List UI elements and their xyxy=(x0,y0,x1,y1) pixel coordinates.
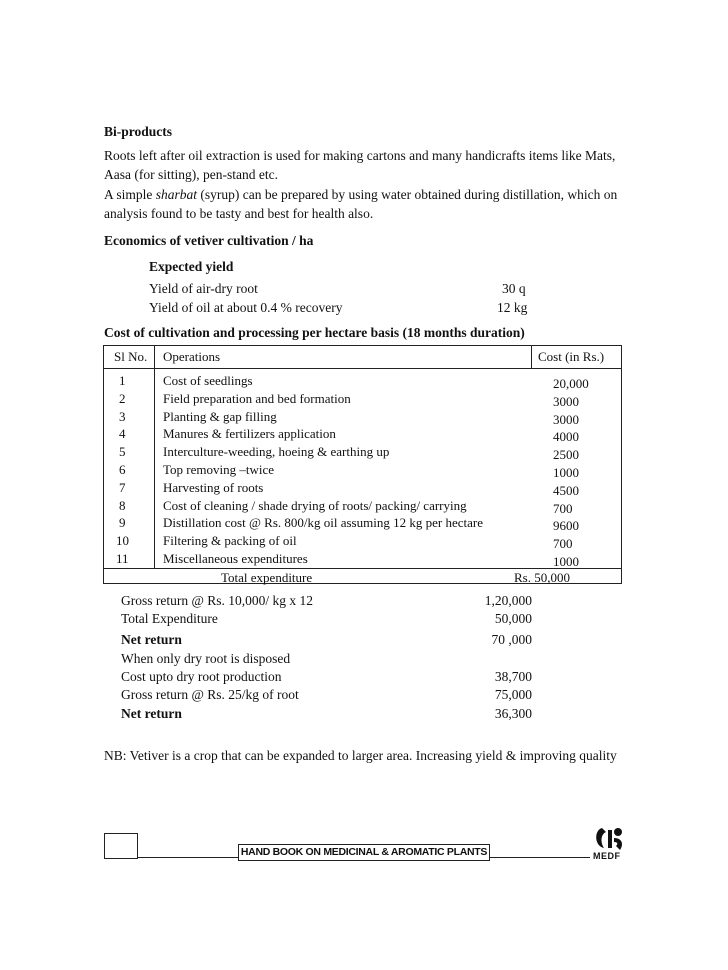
cost-table-heading: Cost of cultivation and processing per hectare basis (18 months duration) xyxy=(104,325,525,340)
table-row-operation: Filtering & packing of oil xyxy=(163,533,297,549)
table-row-sl: 4 xyxy=(119,426,126,442)
table-row-cost: 1000 xyxy=(553,554,579,569)
yield-oil-label: Yield of oil at about 0.4 % recovery xyxy=(149,300,343,315)
header-sl-no: Sl No. xyxy=(114,349,148,364)
table-row-operation: Planting & gap filling xyxy=(163,408,277,424)
table-row-cost: 20,000 xyxy=(553,376,589,391)
expected-yield-label: Expected yield xyxy=(149,259,234,274)
return-value: 38,700 xyxy=(494,669,532,684)
table-row-operation: Manures & fertilizers application xyxy=(163,426,336,442)
table-row-operation: Top removing –twice xyxy=(163,462,275,477)
p2-text-after: (syrup) can be prepared by using water obtained during distillation, which on analysis found to be tasty and best for health also. xyxy=(104,187,618,221)
table-row-cost: 4500 xyxy=(553,482,579,498)
return-label: Net return xyxy=(121,706,182,721)
medf-logo-text: MEDF xyxy=(593,851,621,861)
return-label: Gross return @ Rs. 25/kg of root xyxy=(121,687,299,702)
return-value: 70 ,000 xyxy=(491,632,532,647)
return-label: Total Expenditure xyxy=(121,611,218,626)
table-row-sl: 5 xyxy=(119,444,126,460)
page-number-box xyxy=(104,833,138,859)
table-row-cost: 3000 xyxy=(553,393,579,409)
return-value: 75,000 xyxy=(494,687,532,702)
header-operations: Operations xyxy=(163,349,221,364)
table-col-divider-2 xyxy=(531,346,532,368)
total-expenditure-value: Rs. 50,000 xyxy=(514,570,570,585)
table-header-divider xyxy=(104,368,621,369)
table-row-cost: 9600 xyxy=(553,518,579,534)
table-row-sl: 8 xyxy=(119,497,126,513)
table-row-cost: 2500 xyxy=(553,447,579,463)
table-row-cost: 1000 xyxy=(553,465,579,480)
biproducts-paragraph-1: Roots left after oil extraction is used for making cartons and many handicrafts items like Mats, Aasa (for sitting), pen-stand etc. xyxy=(104,148,616,182)
yield-root-value: 30 q xyxy=(502,281,526,296)
total-expenditure-label: Total expenditure xyxy=(221,570,313,585)
table-row-sl: 10 xyxy=(116,533,129,549)
table-row-sl: 3 xyxy=(119,408,126,424)
p2-text-before: A simple xyxy=(104,187,156,202)
table-row-sl: 9 xyxy=(119,515,126,531)
yield-root-label: Yield of air-dry root xyxy=(149,281,258,296)
return-label: Net return xyxy=(121,632,182,647)
table-row-operation: Harvesting of roots xyxy=(163,479,264,495)
table-row-operation: Miscellaneous expenditures xyxy=(163,551,308,566)
return-label: Cost upto dry root production xyxy=(121,669,282,684)
table-row-sl: 2 xyxy=(119,390,126,406)
table-col-divider-1 xyxy=(154,346,155,568)
table-row-sl: 7 xyxy=(119,479,126,495)
footer-title: HAND BOOK ON MEDICINAL & AROMATIC PLANTS xyxy=(238,844,490,861)
table-row-operation: Interculture-weeding, hoeing & earthing up xyxy=(163,444,390,460)
return-value: 36,300 xyxy=(494,706,532,721)
return-value: 50,000 xyxy=(494,611,532,626)
table-row-cost: 700 xyxy=(553,500,573,516)
table-row-sl: 6 xyxy=(119,462,126,477)
table-row-operation: Cost of cleaning / shade drying of roots/ packing/ carrying xyxy=(163,497,467,513)
table-total-divider xyxy=(104,568,621,569)
table-row-sl: 1 xyxy=(119,373,126,388)
table-row-sl: 11 xyxy=(116,551,129,566)
header-cost: Cost (in Rs.) xyxy=(538,349,605,364)
yield-oil-value: 12 kg xyxy=(497,300,528,315)
nb-note: NB: Vetiver is a crop that can be expanded to larger area. Increasing yield & improving quality xyxy=(104,748,617,763)
return-label: Gross return @ Rs. 10,000/ kg x 12 xyxy=(121,593,314,608)
biproducts-heading: Bi-products xyxy=(104,124,173,139)
table-row-operation: Distillation cost @ Rs. 800/kg oil assuming 12 kg per hectare xyxy=(163,515,483,531)
biproducts-paragraph-2 xyxy=(104,185,626,223)
table-row-operation: Field preparation and bed formation xyxy=(163,390,351,406)
p2-text-italic: sharbat xyxy=(155,187,198,202)
table-row-cost: 4000 xyxy=(553,429,579,445)
return-value: 1,20,000 xyxy=(484,593,532,608)
economics-heading: Economics of vetiver cultivation / ha xyxy=(104,233,314,248)
table-row-operation: Cost of seedlings xyxy=(163,373,253,388)
return-label: When only dry root is disposed xyxy=(121,651,291,666)
table-row-cost: 700 xyxy=(553,536,573,552)
cost-table xyxy=(103,345,622,584)
table-row-cost: 3000 xyxy=(553,411,579,427)
